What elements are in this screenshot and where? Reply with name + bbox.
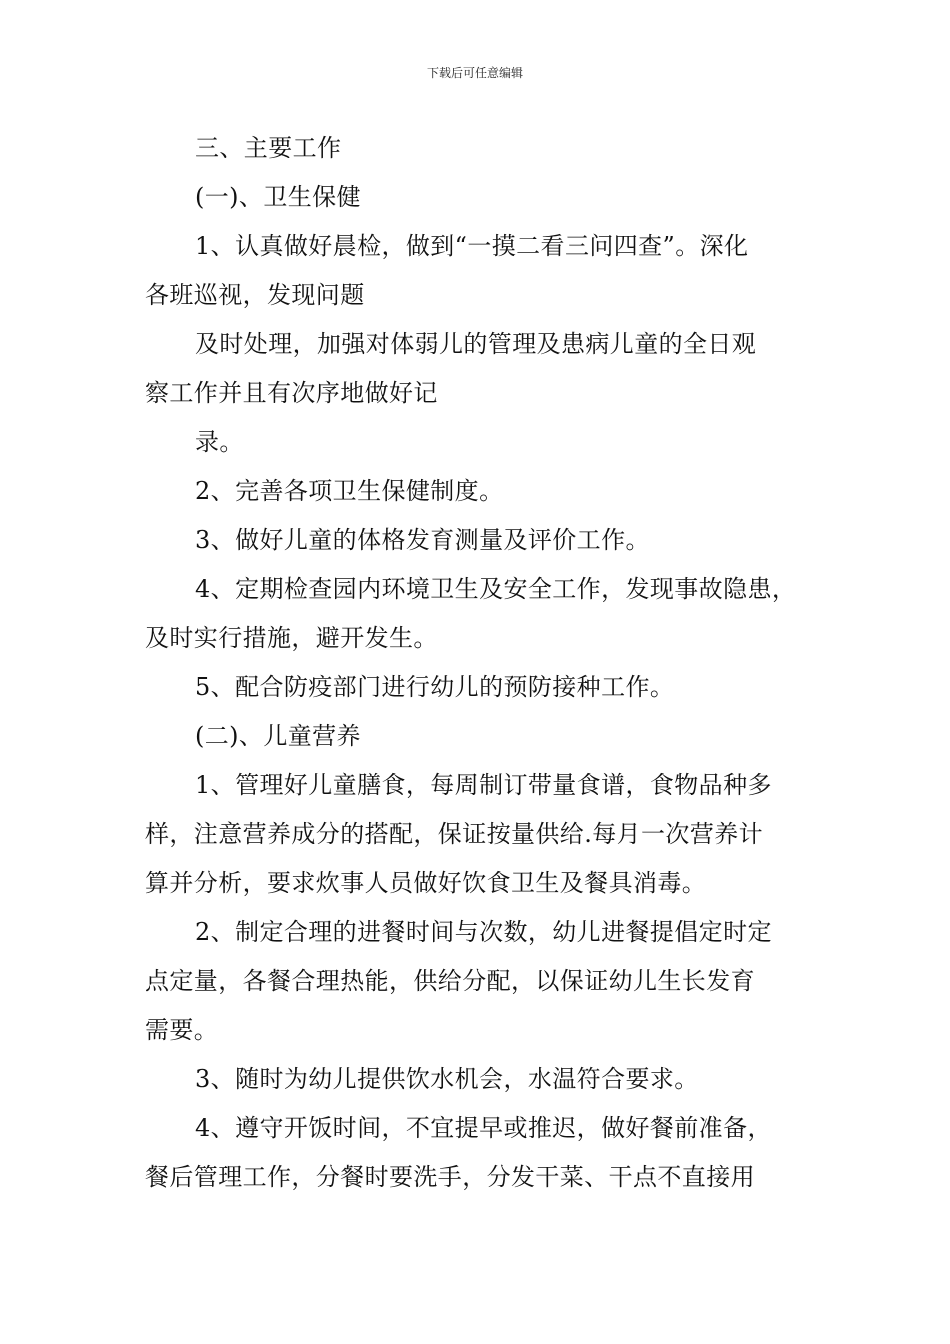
section-heading-main-work: 三、主要工作 bbox=[195, 134, 342, 162]
page-header: 下载后可任意编辑 bbox=[426, 66, 523, 80]
paragraph-line: 1、认真做好晨检，做到“一摸二看三问四查”。深化 bbox=[195, 232, 749, 260]
paragraph-line: 需要。 bbox=[145, 1016, 219, 1044]
paragraph-line: 4、遵守开饭时间，不宜提早或推迟，做好餐前准备， bbox=[195, 1114, 772, 1142]
paragraph-line: 察工作并且有次序地做好记 bbox=[145, 379, 438, 407]
paragraph-line: 点定量，各餐合理热能，供给分配，以保证幼儿生长发育 bbox=[145, 967, 755, 995]
paragraph-line: 算并分析，要求炊事人员做好饮食卫生及餐具消毒。 bbox=[145, 869, 707, 897]
paragraph-line: 2、完善各项卫生保健制度。 bbox=[195, 477, 504, 505]
paragraph-line: 1、管理好儿童膳食，每周制订带量食谱，食物品种多 bbox=[195, 771, 772, 799]
paragraph-line: 录。 bbox=[195, 428, 244, 456]
paragraph-line: 3、做好儿童的体格发育测量及评价工作。 bbox=[195, 526, 650, 554]
document-body bbox=[145, 124, 809, 1202]
paragraph-line: 4、定期检查园内环境卫生及安全工作，发现事故隐患， bbox=[195, 575, 797, 603]
paragraph-line: 及时处理，加强对体弱儿的管理及患病儿童的全日观 bbox=[195, 330, 757, 358]
paragraph-line: 2、制定合理的进餐时间与次数，幼儿进餐提倡定时定 bbox=[195, 918, 772, 946]
paragraph-line: 3、随时为幼儿提供饮水机会，水温符合要求。 bbox=[195, 1065, 699, 1093]
paragraph-line: 样，注意营养成分的搭配，保证按量供给.每月一次营养计 bbox=[145, 820, 764, 848]
subsection-heading-health-care: (一)、卫生保健 bbox=[195, 183, 361, 211]
paragraph-line: 餐后管理工作，分餐时要洗手，分发干菜、干点不直接用 bbox=[145, 1163, 755, 1191]
paragraph-line: 各班巡视，发现问题 bbox=[145, 281, 365, 309]
paragraph-line: 及时实行措施，避开发生。 bbox=[145, 624, 438, 652]
subsection-heading-child-nutrition: (二)、儿童营养 bbox=[195, 722, 361, 750]
paragraph-line: 5、配合防疫部门进行幼儿的预防接种工作。 bbox=[195, 673, 675, 701]
